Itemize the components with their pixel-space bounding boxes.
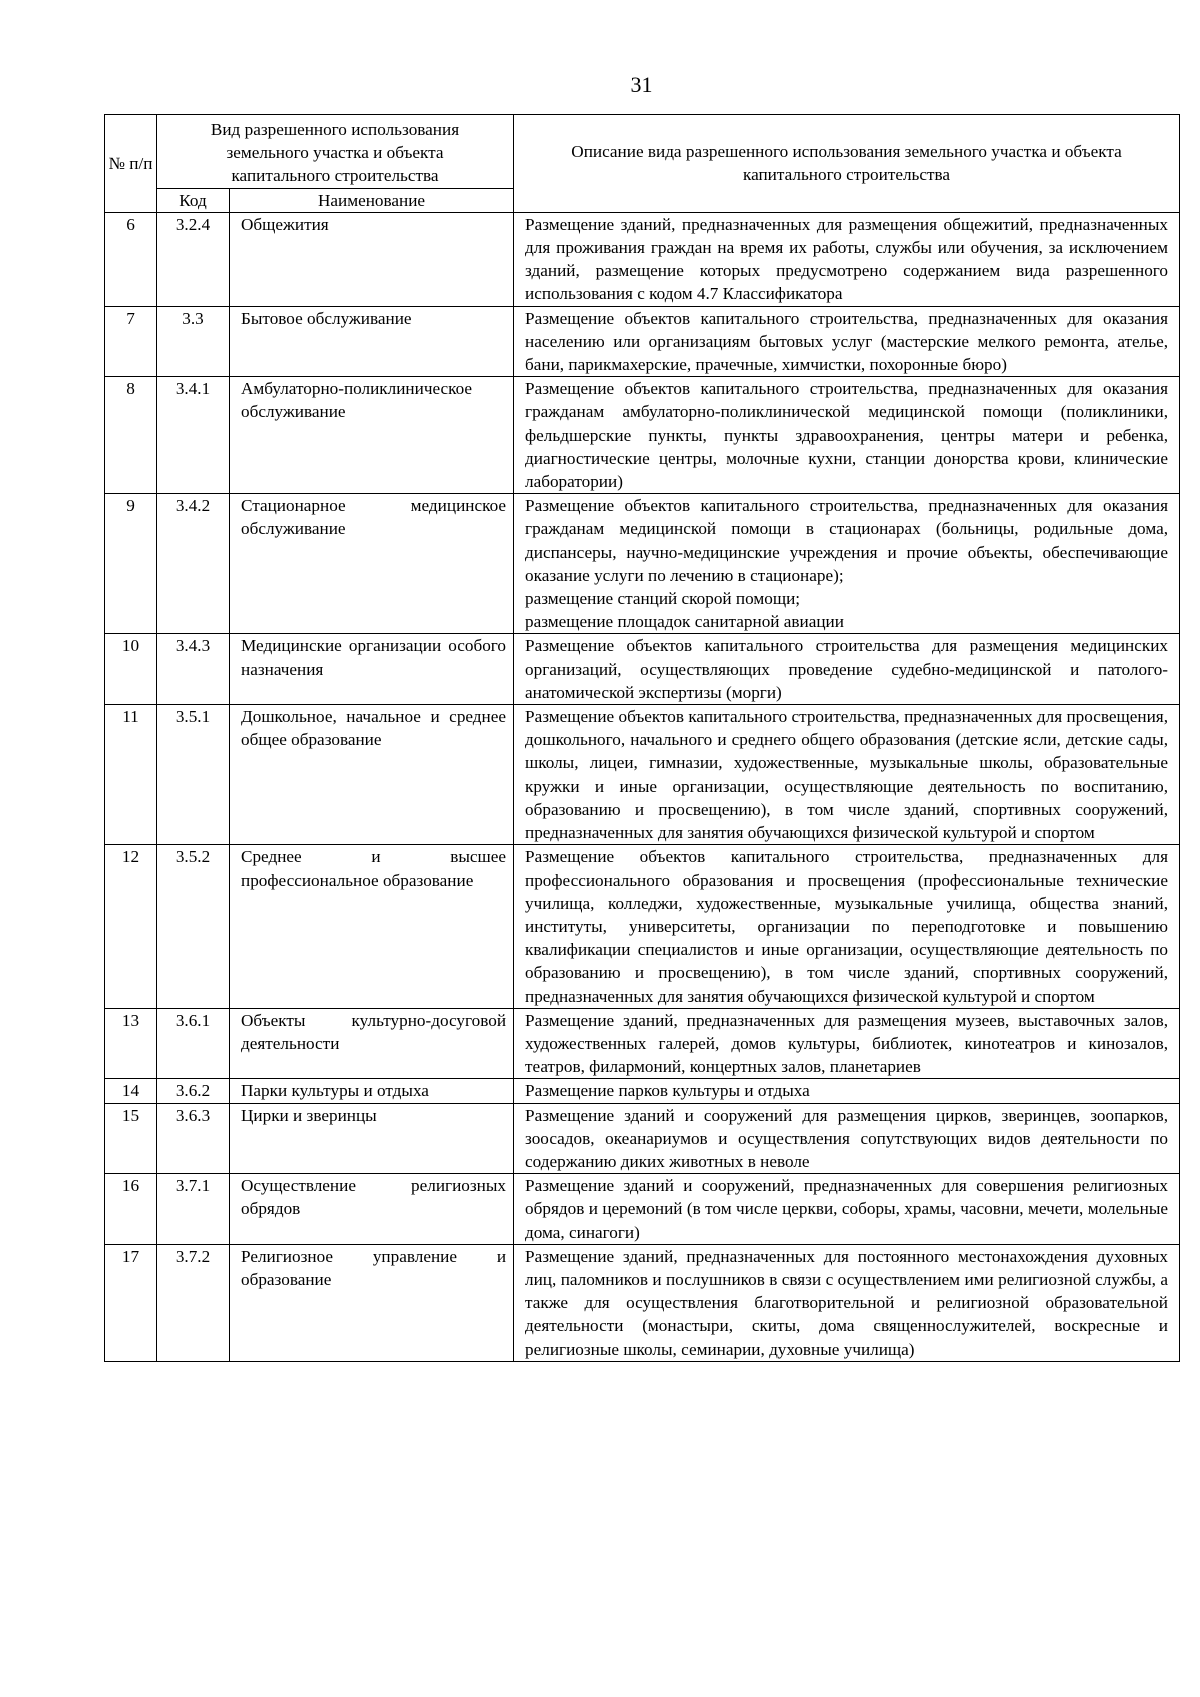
description-paragraph: Размещение объектов капитального строительства для размещения медицинских организаций, осуществляющих проведение судебно-медицинской и патолого-анатомической экспертизы (морги) xyxy=(525,636,1169,702)
row-description xyxy=(514,634,1180,705)
row-description xyxy=(514,1174,1180,1245)
header-code: Код xyxy=(157,188,230,212)
row-number: 16 xyxy=(105,1174,157,1245)
table-row xyxy=(105,845,1180,1008)
row-name: Амбулаторно-поликлиническое обслуживание xyxy=(230,377,514,494)
row-code: 3.3 xyxy=(157,306,230,377)
row-name: Среднее и высшее профессиональное образование xyxy=(230,845,514,1008)
header-num: № п/п xyxy=(105,115,157,213)
table-row xyxy=(105,705,1180,845)
row-name: Медицинские организации особого назначения xyxy=(230,634,514,705)
row-code: 3.2.4 xyxy=(157,212,230,306)
row-number: 14 xyxy=(105,1079,157,1103)
row-code: 3.4.3 xyxy=(157,634,230,705)
row-number: 12 xyxy=(105,845,157,1008)
description-paragraph: Размещение объектов капитального строительства, предназначенных для оказания гражданам медицинской помощи в стационарах (больницы, родильные дома, диспансеры, научно-медицинские учреждения и прочие объекты, обеспечивающие оказание услуги по лечению в стационаре); xyxy=(525,496,1169,585)
row-code: 3.6.2 xyxy=(157,1079,230,1103)
description-paragraph: Размещение зданий и сооружений, предназначенных для совершения религиозных обрядов и церемоний (в том числе церкви, соборы, храмы, часовни, мечети, молельные дома, синагоги) xyxy=(525,1176,1169,1242)
row-description xyxy=(514,306,1180,377)
description-paragraph: Размещение зданий и сооружений для размещения цирков, зверинцев, зоопарков, зоосадов, океанариумов и осуществления сопутствующих видов деятельности по содержанию диких животных в неволе xyxy=(525,1105,1169,1171)
row-number: 10 xyxy=(105,634,157,705)
row-name: Осуществление религиозных обрядов xyxy=(230,1174,514,1245)
row-description xyxy=(514,377,1180,494)
row-name: Стационарное медицинское обслуживание xyxy=(230,494,514,634)
row-name: Бытовое обслуживание xyxy=(230,306,514,377)
table-row xyxy=(105,1244,1180,1361)
row-description xyxy=(514,1103,1180,1174)
row-description xyxy=(514,1079,1180,1103)
description-paragraph: Размещение объектов капитального строительства, предназначенных для оказания гражданам амбулаторно-поликлинической медицинской помощи (поликлиники, фельдшерские пункты, пункты здравоохранения, центры матери и ребенка, диагностические центры, молочные кухни, станции донорства крови, клинические лаборатории) xyxy=(525,379,1169,492)
row-code: 3.4.2 xyxy=(157,494,230,634)
page-number: 31 xyxy=(630,72,653,97)
description-paragraph: размещение станций скорой помощи; xyxy=(525,589,801,609)
description-paragraph: Размещение парков культуры и отдыха xyxy=(525,1081,810,1101)
row-number: 8 xyxy=(105,377,157,494)
row-description xyxy=(514,705,1180,845)
row-number: 9 xyxy=(105,494,157,634)
table-body xyxy=(105,212,1180,1361)
table-row xyxy=(105,1079,1180,1103)
table-row xyxy=(105,1103,1180,1174)
row-code: 3.5.2 xyxy=(157,845,230,1008)
description-paragraph: Размещение объектов капитального строительства, предназначенных для оказания населению или организациям бытовых услуг (мастерские мелкого ремонта, ателье, бани, парикмахерские, прачечные, химчистки, похоронные бюро) xyxy=(525,308,1169,375)
land-use-table xyxy=(104,114,1180,1362)
row-description xyxy=(514,1244,1180,1361)
row-number: 15 xyxy=(105,1103,157,1174)
row-code: 3.7.1 xyxy=(157,1174,230,1245)
row-name: Дошкольное, начальное и среднее общее образование xyxy=(230,705,514,845)
table-row xyxy=(105,306,1180,377)
row-name: Цирки и зверинцы xyxy=(230,1103,514,1174)
row-code: 3.4.1 xyxy=(157,377,230,494)
row-number: 13 xyxy=(105,1008,157,1079)
table-row xyxy=(105,634,1180,705)
row-description xyxy=(514,494,1180,634)
table-row xyxy=(105,494,1180,634)
row-description xyxy=(514,1008,1180,1079)
description-paragraph: Размещение зданий, предназначенных для размещения общежитий, предназначенных для проживания граждан на время их работы, службы или обучения, за исключением зданий, размещение которых предусмотрено содержанием вида разрешенного использования с кодом 4.7 Классификатора xyxy=(525,214,1169,304)
row-name: Религиозное управление и образование xyxy=(230,1244,514,1361)
row-name: Общежития xyxy=(230,212,514,306)
row-code: 3.6.1 xyxy=(157,1008,230,1079)
table-row xyxy=(105,377,1180,494)
row-code: 3.6.3 xyxy=(157,1103,230,1174)
row-description xyxy=(514,845,1180,1008)
description-paragraph: Размещение объектов капитального строительства, предназначенных для профессионального образования и просвещения (профессиональные технические училища, колледжи, художественные, музыкальные училища, общества знаний, институты, университеты, организации по переподготовке и повышению квалификации специалистов и иные организации, осуществляющие деятельность по образованию и просвещению), в том числе зданий, спортивных сооружений, предназначенных для занятия обучающихся физической культурой и спортом xyxy=(525,847,1169,1006)
row-name: Парки культуры и отдыха xyxy=(230,1079,514,1103)
row-description xyxy=(514,212,1180,306)
row-code: 3.5.1 xyxy=(157,705,230,845)
header-description: Описание вида разрешенного использования земельного участка и объекта капитального строительства xyxy=(514,115,1180,213)
table-row xyxy=(105,1008,1180,1079)
header-name: Наименование xyxy=(230,188,514,212)
row-code: 3.7.2 xyxy=(157,1244,230,1361)
row-name: Объекты культурно-досуговой деятельности xyxy=(230,1008,514,1079)
description-paragraph: размещение площадок санитарной авиации xyxy=(525,612,844,632)
header-group: Вид разрешенного использования земельного участка и объекта капитального строительства xyxy=(157,115,514,189)
row-number: 11 xyxy=(105,705,157,845)
description-paragraph: Размещение зданий, предназначенных для постоянного местонахождения духовных лиц, паломников и послушников в связи с осуществлением ими религиозной службы, а также для осуществления благотворительной и религиозной образовательной деятельности (монастыри, скиты, дома священнослужителей, воскресные и религиозные школы, семинарии, духовные училища) xyxy=(525,1246,1169,1359)
table-row xyxy=(105,212,1180,306)
row-number: 7 xyxy=(105,306,157,377)
description-paragraph: Размещение объектов капитального строительства, предназначенных для просвещения, дошкольного, начального и среднего общего образования (детские ясли, детские сады, школы, лицеи, гимназии, художественные, музыкальные школы, образовательные кружки и иные организации, осуществляющие деятельность по воспитанию, образованию и просвещению), в том числе зданий, спортивных сооружений, предназначенных для занятия обучающихся физической культурой и спортом xyxy=(525,707,1169,843)
table-row xyxy=(105,1174,1180,1245)
row-number: 6 xyxy=(105,212,157,306)
row-number: 17 xyxy=(105,1244,157,1361)
table-header xyxy=(105,115,1180,213)
description-paragraph: Размещение зданий, предназначенных для размещения музеев, выставочных залов, художественных галерей, домов культуры, библиотек, кинотеатров и кинозалов, театров, филармоний, концертных залов, планетариев xyxy=(525,1010,1169,1077)
